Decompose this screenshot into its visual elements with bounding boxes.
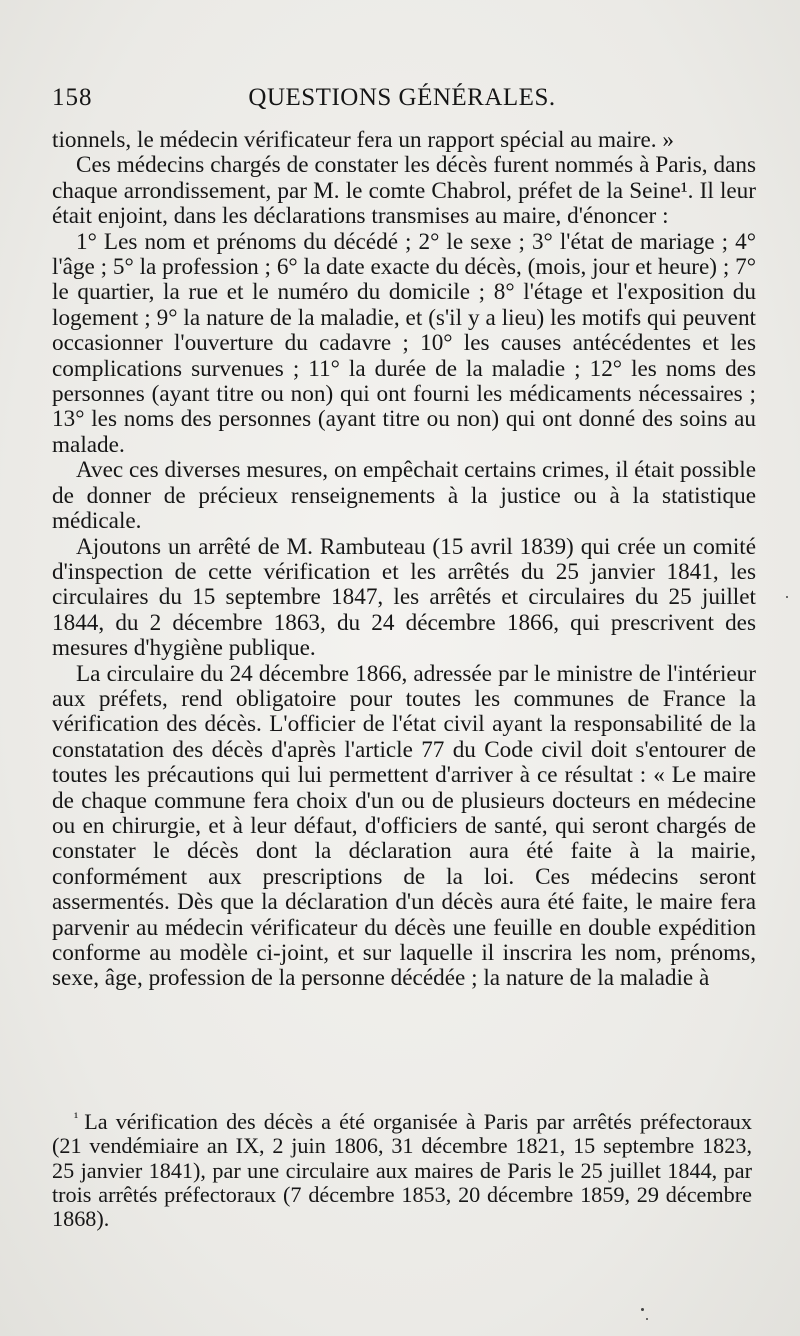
paragraph: Ces médecins chargés de constater les décès furent nommés à Paris, dans chaque arrondissement, par M. le comte Chabrol, préfet de la Seine¹. Il leur était enjoint, dans les déclarations transmises au maire, d'énoncer : xyxy=(52,152,756,230)
page-number: 158 xyxy=(52,84,93,111)
footnote-marker: ¹ xyxy=(74,1111,79,1126)
paragraph: Ajoutons un arrêté de M. Rambuteau (15 avril 1839) qui crée un comité d'inspection de cette vérification et les arrêtés du 25 janvier 1841, les circulaires du 15 septembre 1847, les arrêtés et circulaires du 25 juillet 1844, du 2 décembre 1863, du 24 décembre 1866, qui prescrivent des mesures d'hygiène publique. xyxy=(52,533,756,662)
footnote xyxy=(52,1110,752,1231)
paragraph-continuation: tionnels, le médecin vérificateur fera un rapport spécial au maire. » xyxy=(52,127,674,153)
paragraph-enumeration: 1° Les nom et prénoms du décédé ; 2° le sexe ; 3° l'état de mariage ; 4° l'âge ; 5° la profession ; 6° la date exacte du décès, (mois, jour et heure) ; 7° le quartier, la rue et le numéro du domicile ; 8° l'étage et l'exposition du logement ; 9° la nature de la maladie, et (s'il y a lieu) les motifs qui peuvent occasionner l'ouverture du cadavre ; 10° les causes antécédentes et les complications survenues ; 11° la durée de la maladie ; 12° les noms des personnes (ayant titre ou non) qui ont fourni les médicaments nécessaires ; 13° les noms des personnes (ayant titre ou non) qui ont donné des soins au malade. xyxy=(52,228,756,458)
body-text xyxy=(52,128,756,992)
footnote-text: La vérification des décès a été organisée à Paris par arrêtés préfectoraux (21 vendémiaire an IX, 2 juin 1806, 31 décembre 1821, 15 septembre 1823, 25 janvier 1841), par une circulaire aux maires de Paris le 25 juillet 1844, par trois arrêtés préfectoraux (7 décembre 1853, 20 décembre 1859, 29 décembre 1868). xyxy=(52,1109,752,1232)
paragraph: Avec ces diverses mesures, on empêchait certains crimes, il était possible de donner de précieux renseignements à la justice ou à la statistique médicale. xyxy=(52,457,756,535)
paper-speck xyxy=(646,1318,648,1320)
paper-speck xyxy=(641,1308,644,1311)
page-header xyxy=(52,84,752,118)
paragraph: La circulaire du 24 décembre 1866, adressée par le ministre de l'intérieur aux préfets, rend obligatoire pour toutes les communes de France la vérification des décès. L'officier de l'état civil ayant la responsabilité de la constatation des décès d'après l'article 77 du Code civil doit s'entourer de toutes les précautions qui lui permettent d'arriver à ce résultat : « Le maire de chaque commune fera choix d'un ou de plusieurs docteurs en médecine ou en chirurgie, et à leur défaut, d'officiers de santé, qui seront chargés de constater le décès dont la déclaration aura été faite à la mairie, conformément aux prescriptions de la loi. Ces médecins seront assermentés. Dès que la déclaration d'un décès aura été faite, le maire fera parvenir au médecin vérificateur du décès une feuille en double expédition conforme au modèle ci-joint, et sur laquelle il inscrira les nom, prénoms, sexe, âge, profession de la personne décédée ; la nature de la maladie à xyxy=(52,660,756,992)
paper-speck xyxy=(786,596,788,598)
running-head: QUESTIONS GÉNÉRALES. xyxy=(248,84,556,111)
